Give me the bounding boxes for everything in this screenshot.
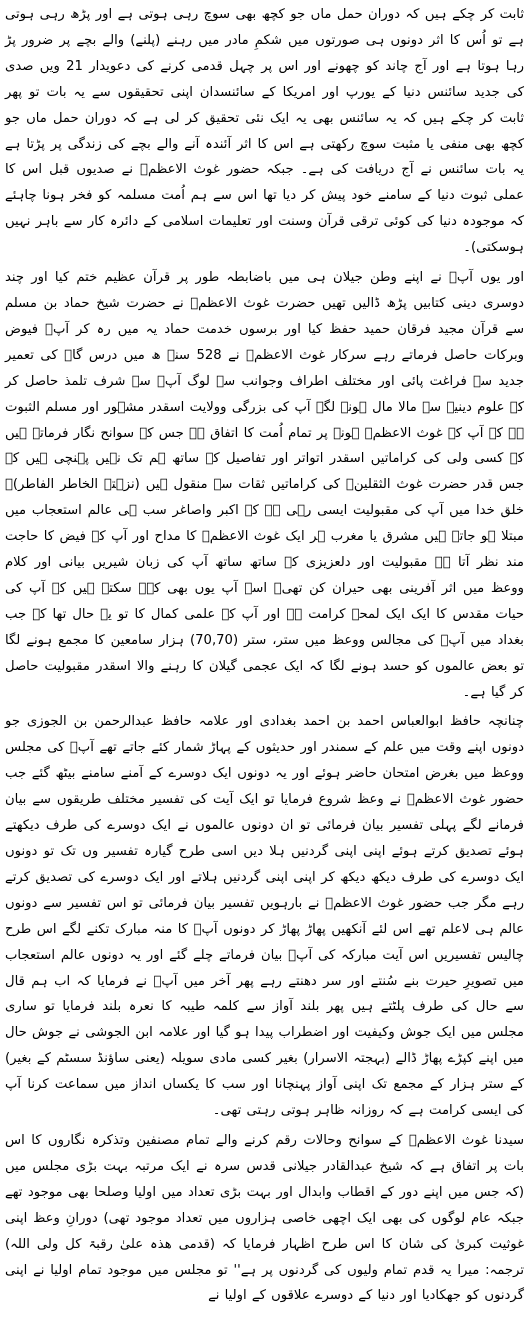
paragraph-1: ثابت کر چکے ہیں کہ دوران حمل ماں جو کچھ بھی سوچ رہی ہوتی ہے اور پڑھ رہی ہوتی ہے تو اُس کا اثر دونوں ہی صورتوں میں شکمِ مادر میں رہنے (پلنے) والے بچے پر ضرور پڑ رہا ہوتا ہے اور آج چاند کو چھونے اور اس پر چہل قدمی کرنے کی دعویدار 21 ویں صدی کی جدید سائنس دنیا کے یورپ اور امریکا کے سائنسدان اپنی تحقیقوں سے یہ بات تو پھر ثابت کر چکے ہیں کہ یہ سائنس بھی یہ ایک نئی تحقیق کر لی ہے کہ دوران حمل ماں جو کچھ بھی منفی یا مثبت سوچ رکھتی ہے اس کا اثر آئندہ آنے والے بچے کی زندگی پر پڑتا ہے یہ بات سائنس نے آج دریافت کی ہے۔ جبکہ حضور غوث الاعظمؒ نے صدیوں قبل اس کا عملی ثبوت دنیا کے سامنے خود پیش کر دیا تھا اس سے ہم اُمت مسلمہ کو فخر ہونا چاہئے کہ موجودہ دنیا کی کوئی ترقی قرآن وسنت اور تعلیمات اسلامی کے دائرہ کار سے باہر نہیں ہوسکتی)۔ — [5, 7, 524, 256]
paragraph-3: چنانچہ حافظ ابوالعباس احمد بن احمد بغدادی اور علامہ حافظ عبدالرحمن بن الجوزی جو دونوں اپنے وقت میں علم کے سمندر اور حدیثوں کے پہاڑ شمار کئے جاتے تھے آپؒ کی مجلس ووعظ میں بغرض امتحان حاضر ہوئے اور یہ دونوں ایک دوسرے کے آمنے سامنے بیٹھ گئے جب حضور غوث الاعظمؒ نے وعظ شروع فرمایا تو ایک آیت کی تفسیر مختلف طریقوں سے بیان فرمانے لگے پہلی تفسیر بیان فرمائی تو ان دونوں عالموں نے ایک دوسرے کی طرف دیکھتے ہوئے تصدیق کرتے ہوئے اپنی اپنی گردنیں ہلا دیں اسی طرح گیارہ تفسیر وں تک تو دونوں ایک دوسرے کی طرف دیکھ دیکھ کر اپنی اپنی گردنیں ہلاتے اور ایک دوسرے کی تصدیق کرتے رہے مگر جب حضور غوث الاعظمؒ نے بارہویں تفسیر بیان فرمائی تو اس تفسیر سے دونوں عالم ہی لاعلم تھے اس لئے آنکھیں پھاڑ پھاڑ کر دونوں آپؒ کا منہ مبارک تکنے لگے اس طرح چالیس تفسیریں اس آیت مبارکہ کی آپؒ بیان فرماتے چلے گئے اور یہ دونوں عالم استعجاب میں تصویرِ حیرت بنے سُنتے اور سر دھنتے رہے پھر آخر میں آپؒ نے فرمایا کہ اب ہم قال سے حال کی طرف پلٹتے ہیں پھر بلند آواز سے کلمہ طیبہ کا نعرہ بلند فرمایا تو ساری مجلس میں ایک جوش وکیفیت اور اضطراب پیدا ہو گیا اور علامہ ابن الجوشی نے جوش حال میں اپنے کپڑے پھاڑ ڈالے (بہجتہ الاسرار) بغیر کسی مادی سویلہ (یعنی ساؤنڈ سسٹم کے بغیر) کے ستر ہزار کے مجمع تک اپنی آواز پہنچانا اور سب کا یکساں انداز میں سماعت کرنا آپ کی ایسی کرامت ہے کہ روزانہ ظاہر ہوتی رہتی تھی۔ — [5, 714, 524, 1119]
paragraph-2: اور یوں آپؒ نے اپنے وطن جیلان ہی میں باضابطہ طور پر قرآن عظیم ختم کیا اور چند دوسری دینی کتابیں پڑھ ڈالیں تھیں حضرت غوث الاعظمؒ نے حضرت شیخ حماد بن مسلم سے قرآن مجید فرقان حمید حفظ کیا اور برسوں خدمت حماد یہ میں رہ کر آپؒ فیوض وبرکات حاصل فرماتے رہے سرکار غوث الاعظمؒ نے 528 سنہ ھ میں درس گاہ کی تعمیر جدید سے فراغت پائی اور مختلف اطراف وجوانب سے لوگ آپؒ سے شرف تلمذ حاصل کر کے علوم دینیہ سے مالا مال ہونے لگے آپ کی بزرگی وولایت اسقدر مشہور اور مسلم الثبوت ہے کہ آپ کے غوث الاعظمؒ ہونے پر تمام اُمت کا اتفاق ہے جس کے سوانح نگار فرماتے ہیں کہ کسی ولی کی کراماتیں اسقدر اتواتر اور تفاصیل کے ساتھ ہم تک نہیں پہنچی ہیں کہ جس قدر حضرت غوث الثقلینؒ کی کراماتیں ثقات سے منقول ہیں (نزہتہ الخاطر الفاطر)۔ خلق خدا میں آپ کی مقبولیت ایسی رہی ہے کہ اکبر واصاغر سب ہی عالم استعجاب میں مبتلا ہو جاتے ہیں مشرق یا مغرب ہر ایک غوث الاعظمؒ کا مداح اور آپ کے فیض کا حاجت مند نظر آتا ہے مقبولیت اور دلعزیزی کے ساتھ ساتھ آپ کی زبان شیریں بیانی اور کلام ووعظ میں اثر آفرینی بھی حیران کن تھی۔ اسے آپ یوں بھی کہہ سکتے ہیں کہ آپ کی حیات مقدس کا ایک ایک لمحہ کرامت ہے اور آپ کے علمی کمال کا تو یہ حال تھا کہ جب بغداد میں آپؒ کی مجالس ووعظ میں ستر، ستر (70,70) ہزار سامعین کا مجمع ہونے لگا تو بعض عالموں کو حسد ہونے لگا کہ ایک عجمی گیلان کا رہنے والا اسقدر مقبولیت حاصل کر گیا ہے۔ — [5, 270, 525, 700]
paragraph-4: سیدنا غوث الاعظمؒ کے سوانح وحالات رقم کرنے والے تمام مصنفین وتذکرہ نگاروں کا اس بات پر اتفاق ہے کہ شیخ عبدالقادر جیلانی قدس سرہ نے ایک مرتبہ بہت بڑی مجلس میں (کہ جس میں اپنے دور کے اقطاب وابدال اور بہت بڑی تعداد میں اولیا وصلحا بھی موجود تھے جبکہ عام لوگوں کی بھی ایک اچھی خاصی ہزاروں میں تعداد موجود تھی) دورانِ وعظ اپنی غوثیت کبریٰ کی شان کا اس طرح اظہار فرمایا کہ (قدمی ھذہ علیٰ رقبۃ کل ولی اللہ) ترجمہ: میرا یہ قدم تمام ولیوں کی گردنوں پر ہے'' تو مجلس میں موجود تمام اولیا نے اپنی گردنوں کو جھکادیا اور دنیا کے دوسرے علاقوں کے اولیا نے — [5, 1132, 524, 1304]
